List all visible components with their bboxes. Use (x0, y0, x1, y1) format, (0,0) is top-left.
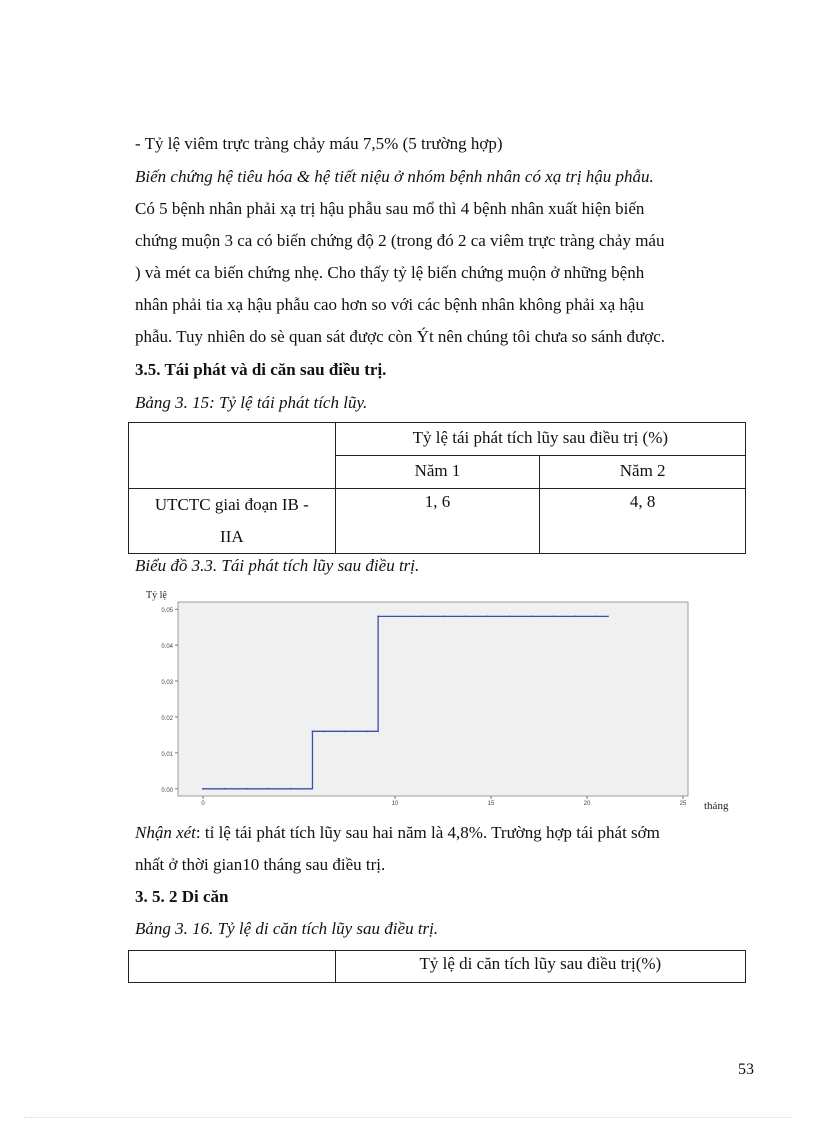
chart-caption: Biểu đồ 3.3. Tái phát tích lũy sau điều trị. (135, 556, 420, 575)
table-value-year2: 4, 8 (540, 489, 746, 554)
paragraph-line-3: ) và mét ca biến chứng nhẹ. Cho thấy tỷ lệ biến chứng muộn ở những bệnh (135, 263, 645, 282)
step-point (596, 615, 598, 617)
step-point (312, 730, 314, 732)
step-point (607, 615, 609, 617)
table-col-year2: Năm 2 (540, 456, 746, 489)
comment-label: Nhận xét (135, 823, 196, 842)
complication-subheading: Biến chứng hệ tiêu hóa & hệ tiết niệu ở nhóm bệnh nhân có xạ trị hậu phẫu. (135, 167, 654, 186)
step-point (443, 615, 445, 617)
step-point (246, 788, 248, 790)
y-tick-group (161, 608, 178, 794)
step-point (421, 615, 423, 617)
paragraph-line-4: nhân phải tia xạ hậu phẫu cao hơn so với các bệnh nhân không phải xạ hậu (135, 295, 644, 314)
table-header-cell: Tỷ lệ di căn tích lũy sau điều trị(%) (335, 951, 745, 983)
y-tick-label: 0.02 (161, 715, 173, 722)
table-col-year1: Năm 1 (335, 456, 540, 489)
page-number: 53 (738, 1061, 754, 1078)
y-tick-label: 0.00 (161, 787, 173, 794)
step-point (202, 788, 204, 790)
x-tick-label: 10 (391, 801, 399, 807)
y-axis-label: Tỷ lệ (146, 590, 167, 601)
step-point (509, 615, 511, 617)
x-axis-label: tháng (704, 800, 729, 812)
bullet-line: - Tỷ lệ viêm trực tràng chảy máu 7,5% (5 trường hợp) (135, 134, 503, 153)
step-point (552, 615, 554, 617)
table-corner-cell (129, 423, 336, 489)
step-point (399, 615, 401, 617)
paragraph-line-1: Có 5 bệnh nhân phải xạ trị hậu phẫu sau mổ thì 4 bệnh nhân xuất hiện biến (135, 199, 645, 218)
step-point (268, 788, 270, 790)
step-point (366, 730, 368, 732)
table-3-15-caption: Bảng 3. 15: Tỷ lệ tái phát tích lũy. (135, 393, 368, 412)
step-point (530, 615, 532, 617)
y-tick-label: 0.05 (161, 608, 173, 615)
step-point (377, 615, 379, 617)
table-header-cell: Tỷ lệ tái phát tích lũy sau điều trị (%) (335, 423, 745, 456)
y-tick-label: 0.03 (161, 680, 173, 687)
paragraph-line-5: phẫu. Tuy nhiên do sè quan sát được còn Ýt nên chúng tôi chưa so sánh được. (135, 327, 666, 346)
table-corner-cell (129, 951, 336, 983)
paragraph-line-2: chứng muộn 3 ca có biến chứng độ 2 (trong đó 2 ca viêm trực tràng chảy máu (135, 231, 665, 250)
step-point (465, 615, 467, 617)
table-3-15 (128, 422, 746, 554)
comment-line-1 (135, 822, 660, 844)
footer-divider (24, 1117, 792, 1118)
y-tick-label: 0.04 (161, 644, 173, 651)
cumulative-recurrence-chart (140, 582, 750, 814)
section-heading-3-5: 3.5. Tái phát và di căn sau điều trị. (135, 360, 387, 379)
step-point (323, 730, 325, 732)
table-value-year1: 1, 6 (335, 489, 540, 554)
x-tick-label: 20 (583, 801, 591, 807)
step-point (344, 730, 346, 732)
table-3-16 (128, 950, 746, 983)
y-tick-label: 0.01 (161, 751, 173, 758)
plot-area (178, 602, 688, 796)
table-row-label (129, 489, 336, 554)
row-label-line-1: UTCTC giai đoạn IB - (154, 495, 309, 514)
step-point (487, 615, 489, 617)
x-tick-group (201, 796, 687, 807)
step-point (224, 788, 226, 790)
step-point (290, 788, 292, 790)
x-tick-label: 0 (201, 801, 205, 807)
step-point (574, 615, 576, 617)
x-tick-label: 25 (679, 801, 687, 807)
comment-text: : tỉ lệ tái phát tích lũy sau hai năm là 4,8%. Trường hợp tái phát sớm (195, 823, 660, 842)
comment-line-2: nhất ở thời gian10 tháng sau điều trị. (135, 855, 386, 874)
section-heading-3-5-2: 3. 5. 2 Di căn (135, 887, 229, 906)
table-3-16-caption: Bảng 3. 16. Tỷ lệ di căn tích lũy sau điều trị. (135, 919, 439, 938)
row-label-line-2: IIA (220, 527, 244, 546)
x-tick-label: 15 (487, 801, 495, 807)
